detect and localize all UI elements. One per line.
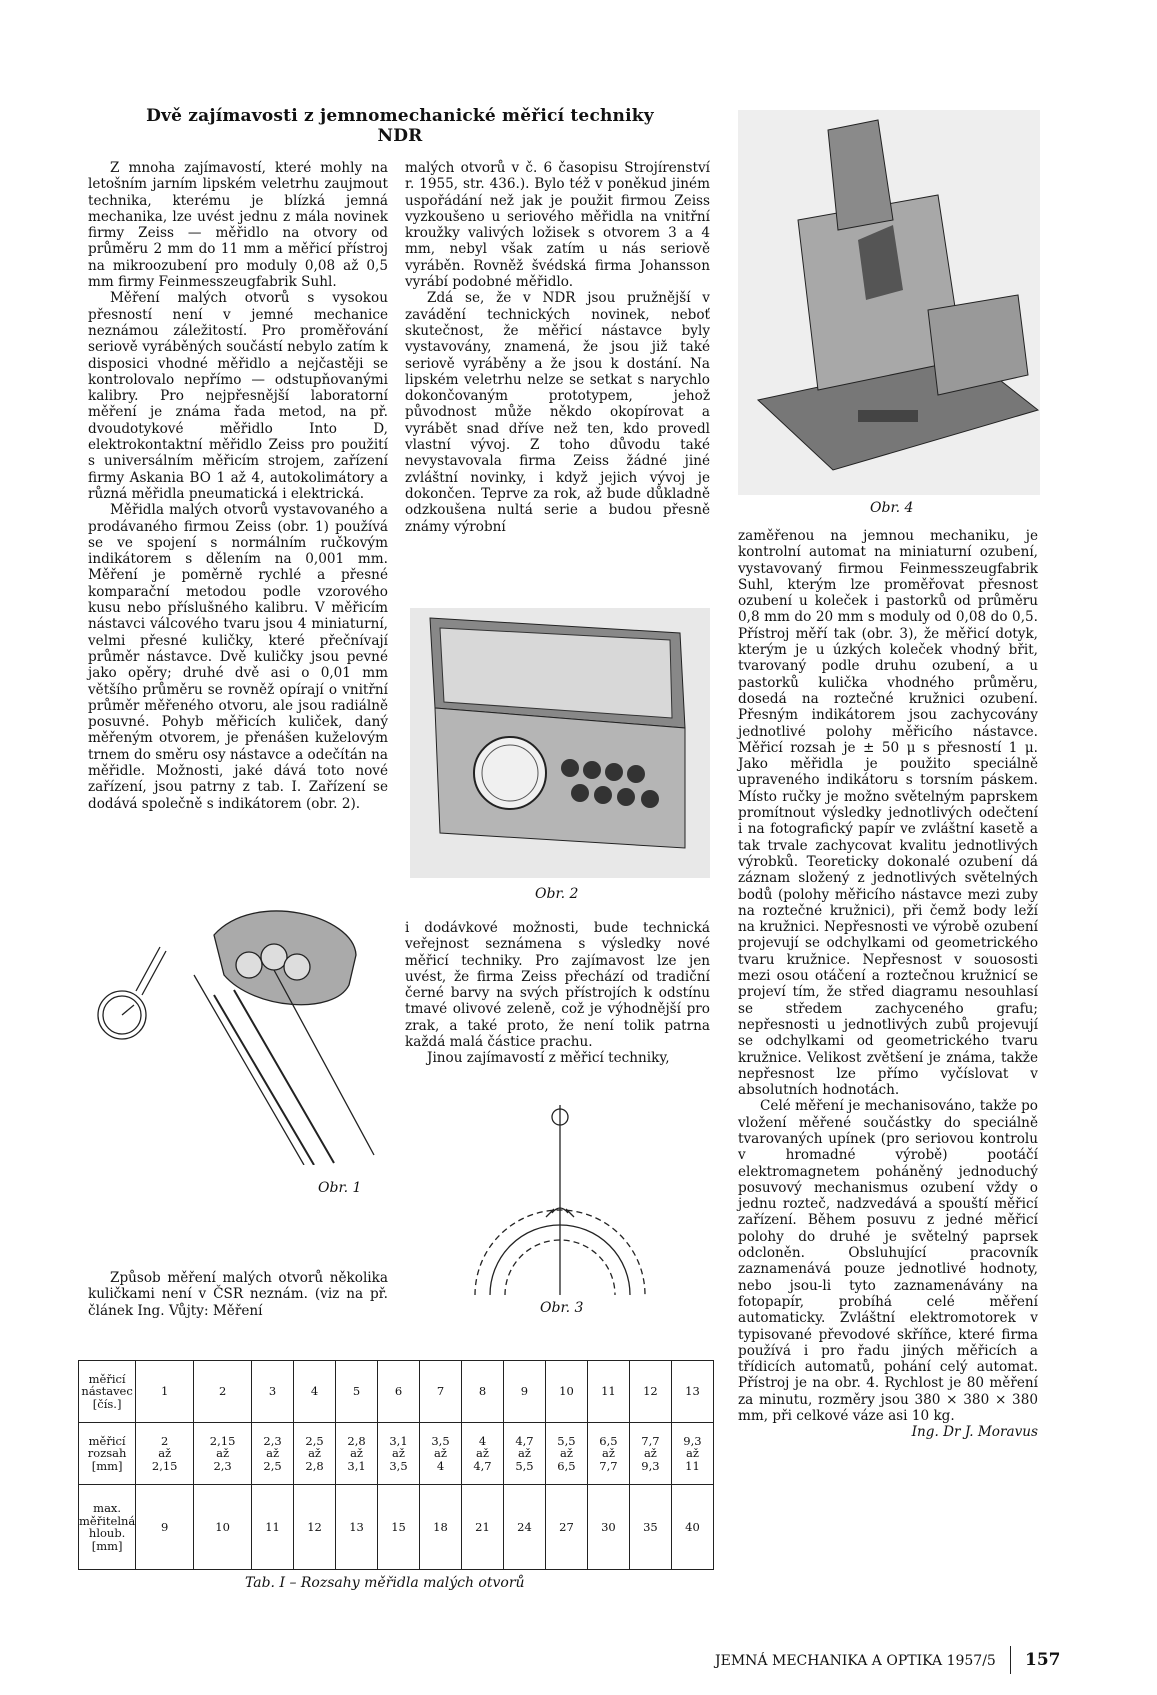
column-2 bbox=[405, 160, 710, 535]
table-caption: Tab. I – Rozsahy měřidla malých otvorů bbox=[245, 1575, 525, 1591]
table-cell: 6,5 až 7,7 bbox=[587, 1423, 629, 1485]
paragraph: Způsob měření malých otvorů několika kuličkami není v ČSR neznám. (viz na př. článek Ing. Vůjty: Měření bbox=[88, 1270, 388, 1319]
table-cell: 2 až 2,15 bbox=[136, 1423, 194, 1485]
table-cell: 7,7 až 9,3 bbox=[629, 1423, 671, 1485]
figure-3-caption: Obr. 3 bbox=[540, 1300, 584, 1316]
table-cell: 12 bbox=[629, 1361, 671, 1423]
table-cell: 3,5 až 4 bbox=[420, 1423, 462, 1485]
table-cell: 2,5 až 2,8 bbox=[294, 1423, 336, 1485]
table-1 bbox=[78, 1360, 714, 1570]
table-cell: 10 bbox=[194, 1485, 252, 1570]
table-cell: 3,1 až 3,5 bbox=[378, 1423, 420, 1485]
paragraph: Měřidla malých otvorů vystavovaného a prodávaného firmou Zeiss (obr. 1) používá se ve spojení s normálním ručkovým indikátorem s dělením na 0,001 mm. Měření je poměrně rychlé a přesné komparační metodou podle vzorového kusu nebo příslušného kalibru. V měřicím nástavci válcového tvaru jsou 4 miniaturní, velmi přesné kuličky, které přečnívají průměr nástavce. Dvě kuličky jsou pevné jako opěry; druhé dvě asi o 0,01 mm většího průměru se rovněž opírají o vnitřní průměr měřeného otvoru, ale jsou radiálně posuvné. Pohyb měřicích kuliček, daný měřeným otvorem, je přenášen kuželovým trnem do směru osy nástavce a odečítán na měřidle. Možnosti, jaké dává toto nové zařízení, jsou patrny z tab. I. Zařízení se dodává společně s indikátorem (obr. 2). bbox=[88, 502, 388, 812]
table-cell: 9 bbox=[503, 1361, 545, 1423]
table-cell: 13 bbox=[671, 1361, 713, 1423]
paragraph: i dodávkové možnosti, bude technická veřejnost seznámena s výsledky nové měřicí techniky. Pro zajímavost lze jen uvést, že firma Zeiss přechází od tradiční černé barvy na svých přístrojích k odstínu tmavé olivové zeleně, což je výhodnější pro zrak, a také proto, že není tolik patrna každá malá částice prachu. bbox=[405, 920, 710, 1051]
figure-2-caption: Obr. 2 bbox=[535, 886, 579, 902]
table-cell: 24 bbox=[503, 1485, 545, 1570]
paragraph: malých otvorů v č. 6 časopisu Strojírenství r. 1955, str. 436.). Bylo též v poněkud jiném uspořádání než jak je použit firmou Zeiss vyzkoušeno u seriového měřidla na vnitřní kroužky valivých ložisek s otvorem 3 a 4 mm, nebyl však zatím u nás seriově vyráběn. Rovněž švédská firma Johansson vyrábí podobné měřidlo. bbox=[405, 160, 710, 291]
table-cell: 11 bbox=[587, 1361, 629, 1423]
journal-footer: JEMNÁ MECHANIKA A OPTIKA 1957/5 bbox=[715, 1653, 996, 1669]
figure-4-photo bbox=[738, 110, 1040, 495]
figure-1-illustration bbox=[84, 895, 384, 1165]
author-signature: Ing. Dr J. Moravus bbox=[911, 1424, 1038, 1441]
table-cell: 18 bbox=[420, 1485, 462, 1570]
figure-3-diagram bbox=[470, 1105, 670, 1305]
table-cell: 40 bbox=[671, 1485, 713, 1570]
table-cell: 6 bbox=[378, 1361, 420, 1423]
table-cell: 9 bbox=[136, 1485, 194, 1570]
footer-divider bbox=[1010, 1646, 1011, 1674]
paragraph: Z mnoha zajímavostí, které mohly na letošním jarním lipském veletrhu zaujmout technika, kterému je blízká jemná mechanika, lze uvést jednu z mála novinek firmy Zeiss — měřidlo na otvory od průměru 2 mm do 11 mm a měřicí přístroj na mikroozubení pro moduly 0,08 až 0,5 mm firmy Feinmesszeugfabrik Suhl. bbox=[88, 160, 388, 291]
column-2-bottom bbox=[405, 920, 710, 1067]
paragraph: Jinou zajímavostí z měřicí techniky, bbox=[427, 1050, 670, 1067]
table-cell: 4,7 až 5,5 bbox=[503, 1423, 545, 1485]
table-cell: 15 bbox=[378, 1485, 420, 1570]
table-cell: 3 bbox=[252, 1361, 294, 1423]
column-1 bbox=[88, 160, 388, 812]
table-cell: 10 bbox=[545, 1361, 587, 1423]
table-cell: 4 bbox=[294, 1361, 336, 1423]
figure-4-caption: Obr. 4 bbox=[870, 500, 914, 516]
column-1-bottom bbox=[88, 1270, 388, 1319]
table-cell: 8 bbox=[461, 1361, 503, 1423]
paragraph: Měření malých otvorů s vysokou přesností není v jemné mechanice neznámou záležitostí. Pro proměřování seriově vyráběných součástí nebylo zatím k disposici vhodné měřidlo a nejčastěji se kontrolovalo nepřímo — odstupňovanými kalibry. Pro nejpřesnější laboratorní měření je známa řada metod, na př. dvoudotykové měřidlo Into D, elektrokontaktní měřidlo Zeiss pro použití s universálním měřicím strojem, zařízení firmy Askania BO 1 až 4, autokolimátory a různá měřidla pneumatická i elektrická. bbox=[88, 290, 388, 502]
table-cell: 12 bbox=[294, 1485, 336, 1570]
row-header: max. měřitelná hloub. [mm] bbox=[79, 1485, 136, 1570]
table-cell: 35 bbox=[629, 1485, 671, 1570]
page-number: 157 bbox=[1025, 1650, 1061, 1670]
table-cell: 21 bbox=[461, 1485, 503, 1570]
table-cell: 2 bbox=[194, 1361, 252, 1423]
table-cell: 2,15 až 2,3 bbox=[194, 1423, 252, 1485]
figure-1-caption: Obr. 1 bbox=[318, 1180, 362, 1196]
table-cell: 11 bbox=[252, 1485, 294, 1570]
paragraph: Zdá se, že v NDR jsou pružnější v zavádění technických novinek, neboť skutečnost, že měřicí nástavce byly vystavovány, znamená, že jsou již také seriově vyráběny a že jsou k dostání. Na lipském veletrhu nelze se setkat s narychlo dokončovaným prototypem, jehož původnost může někdo okopírovat a vyrábět snad dříve než ten, kdo provedl vlastní vývoj. Z toho důvodu také nevystavovala firma Zeiss žádné jiné zvláštní novinky, i když jejich vývoj je dokončen. Teprve za rok, až bude důkladně odzkoušena nultá serie a budou přesně známy výrobní bbox=[405, 290, 710, 535]
table-row bbox=[79, 1361, 714, 1423]
column-3 bbox=[738, 528, 1038, 1441]
table-cell: 7 bbox=[420, 1361, 462, 1423]
table-row bbox=[79, 1485, 714, 1570]
table-cell: 5 bbox=[336, 1361, 378, 1423]
table-cell: 1 bbox=[136, 1361, 194, 1423]
row-header: měřicí rozsah [mm] bbox=[79, 1423, 136, 1485]
table-cell: 9,3 až 11 bbox=[671, 1423, 713, 1485]
table-cell: 2,8 až 3,1 bbox=[336, 1423, 378, 1485]
paragraph: zaměřenou na jemnou mechaniku, je kontrolní automat na miniaturní ozubení, vystavovaný firmou Feinmesszeugfabrik Suhl, kterým lze proměřovat přesnost ozubení u koleček i pastorků od průměru 0,8 mm do 20 mm s moduly od 0,08 do 0,5. Přístroj měří tak (obr. 3), že měřicí dotyk, kterým je u úzkých koleček vhodný břit, tvarovaný podle druhu ozubení, a u pastorků kulička vhodného průměru, dosedá na roztečné kružnici ozubení. Přesným indikátorem jsou zachycovány jednotlivé polohy měřicího nástavce. Měřicí rozsah je ± 50 μ s přesností 1 μ. Jako měřidla je použito speciálně upraveného indikátoru s torsním páskem. Místo ručky je možno světelným paprskem promítnout výsledky jednotlivých odečtení i na fotografický papír ve zvláštní kasetě a tak trvale zachycovat kvalitu jednotlivých výrobků. Teoreticky dokonalé ozubení dá záznam složený z jednotlivých světelných bodů (polohy měřicího nástavce mezi zuby na roztečné kružnici), při čemž body leží na kružnici. Nepřesnosti ve výrobě ozubení projevují se odchylkami od geometrického tvaru kružnice. Nepřesnost v souososti mezi osou otáčení a roztečnou kružnicí se projeví tím, že střed diagramu nesouhlasí se středem zachyceného grafu; nepřesnosti u jednotlivých zubů projevují se odchylkami od geometrického tvaru kružnice. Velikost zvětšení je známa, takže nepřesnost lze přímo vyčíslovat v absolutních hodnotách. bbox=[738, 528, 1038, 1099]
table-cell: 13 bbox=[336, 1485, 378, 1570]
article-title: Dvě zajímavosti z jemnomechanické měřicí techniky NDR bbox=[146, 106, 654, 146]
table-row bbox=[79, 1423, 714, 1485]
table-cell: 4 až 4,7 bbox=[461, 1423, 503, 1485]
table-cell: 27 bbox=[545, 1485, 587, 1570]
table-cell: 5,5 až 6,5 bbox=[545, 1423, 587, 1485]
table-cell: 30 bbox=[587, 1485, 629, 1570]
table-cell: 2,3 až 2,5 bbox=[252, 1423, 294, 1485]
paragraph: Celé měření je mechanisováno, takže po vložení měřené součástky do speciálně tvarovaných upínek (pro seriovou kontrolu v hromadné výrobě) pootáčí elektromagnetem poháněný jednoduchý posuvový mechanismus ozubení vždy o jednu rozteč, nadzvedává a spouští měřicí zařízení. Během posuvu z jedné měřicí polohy do druhé je světelný paprsek odcloněn. Obsluhující pracovník zaznamenává pouze jednotlivé hodnoty, nebo jsou-li tyto zaznamenávány na fotopapír, probíhá celé měření automaticky. Zvláštní elektromotorek v typisované převodové skříňce, které firma používá i pro řadu jiných měřicích a třídicích automatů, pohání celý automat. Přístroj je na obr. 4. Rychlost je 80 měření za minutu, rozměry jsou 380 × 380 × 380 mm, při celkové váze asi 10 kg. bbox=[738, 1098, 1038, 1425]
figure-2-photo bbox=[410, 608, 710, 878]
row-header: měřicí nástavec [čís.] bbox=[79, 1361, 136, 1423]
